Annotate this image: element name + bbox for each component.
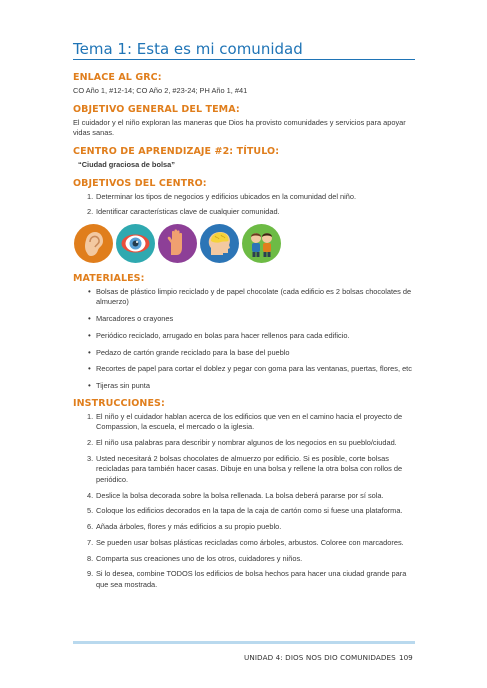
objetivo-general-heading: OBJETIVO GENERAL DEL TEMA: <box>73 103 240 115</box>
list-item: 1. Determinar los tipos de negocios y edificios ubicados en la comunidad del niño. <box>87 191 357 201</box>
children-icon <box>242 224 281 263</box>
list-item: 2. Identificar características clave de cualquier comunidad. <box>87 207 280 217</box>
page-number: 109 <box>399 653 413 662</box>
list-item: 3. Usted necesitará 2 bolsas chocolates de almuerzo por edificio. Si es posible, corte bolsas recicladas para también hacer casas. Dibuje en una bolsa y rellene la otra bolsa con rollos de periódico. <box>87 453 403 484</box>
list-item: 2. El niño usa palabras para describir y nombrar algunos de los negocios en su pueblo/ciudad. <box>87 438 397 448</box>
list-item: • Marcadores o crayones <box>88 313 174 323</box>
title-divider <box>73 59 415 60</box>
instrucciones-list <box>73 412 418 590</box>
footer-unit: UNIDAD 4: DIOS NOS DIO COMUNIDADES <box>244 653 396 662</box>
list-item: • Tijeras sin punta <box>88 381 150 391</box>
eye-icon <box>116 224 155 263</box>
list-item: • Recortes de papel para cortar el doblez y pegar con goma para las ventanas, puertas, flores, etc <box>88 364 412 374</box>
page-title: Tema 1: Esta es mi comunidad <box>73 40 303 58</box>
objetivos-centro-heading: OBJETIVOS DEL CENTRO: <box>73 177 207 189</box>
ear-icon <box>74 224 113 263</box>
centro-subtitle: “Ciudad graciosa de bolsa” <box>78 159 175 169</box>
footer-bar <box>73 641 415 644</box>
list-item: 8. Comparta sus creaciones uno de los otros, cuidadores y niños. <box>87 553 303 563</box>
list-item: 7. Se pueden usar bolsas plásticas recicladas como árboles, arbustos. Coloree con marcadores. <box>87 537 404 547</box>
list-item: 1. El niño y el cuidador hablan acerca de los edificios que ven en el camino hacia el proyecto de Compassion, la escuela, el mercado o la iglesia. <box>87 411 403 432</box>
enlace-heading: ENLACE AL GRC: <box>73 72 162 83</box>
materiales-list <box>73 287 418 392</box>
objetivos-centro-list <box>73 192 418 218</box>
list-item: 5. Coloque los edificios decorados en la tapa de la caja de cartón como si fuese una plataforma. <box>87 506 403 516</box>
enlace-text: CO Año 1, #12-14; CO Año 2, #23-24; PH Año 1, #41 <box>73 86 248 95</box>
list-item: • Periódico reciclado, arrugado en bolas para hacer rellenos para cada edificio. <box>88 330 350 340</box>
list-item: • Pedazo de cartón grande reciclado para la base del pueblo <box>88 347 290 357</box>
objetivo-general-text: El cuidador y el niño exploran las maneras que Dios ha provisto comunidades y servicios para apoyar vidas sanas. <box>73 117 406 137</box>
instrucciones-heading: INSTRUCCIONES: <box>73 397 165 409</box>
page-content <box>73 72 418 596</box>
senses-icon-row <box>74 224 418 263</box>
centro-heading: CENTRO DE APRENDIZAJE #2: TÍTULO: <box>73 145 280 157</box>
list-item: • Bolsas de plástico limpio reciclado y de papel chocolate (cada edificio es 2 bolsas chocolates de almuerzo) <box>88 286 412 307</box>
hand-icon <box>158 224 197 263</box>
materiales-heading: MATERIALES: <box>73 272 145 284</box>
children-icon-bg <box>242 224 281 263</box>
list-item: 9. Si lo desea, combine TODOS los edificios de bolsa hechos para hacer una ciudad grande para que sea mostrada. <box>87 569 407 589</box>
brain-icon <box>200 224 239 263</box>
list-item: 4. Deslice la bolsa decorada sobre la bolsa rellenada. La bolsa deberá pararse por sí sola. <box>87 490 384 500</box>
list-item: 6. Añada árboles, flores y más edificios a su propio pueblo. <box>87 522 282 532</box>
